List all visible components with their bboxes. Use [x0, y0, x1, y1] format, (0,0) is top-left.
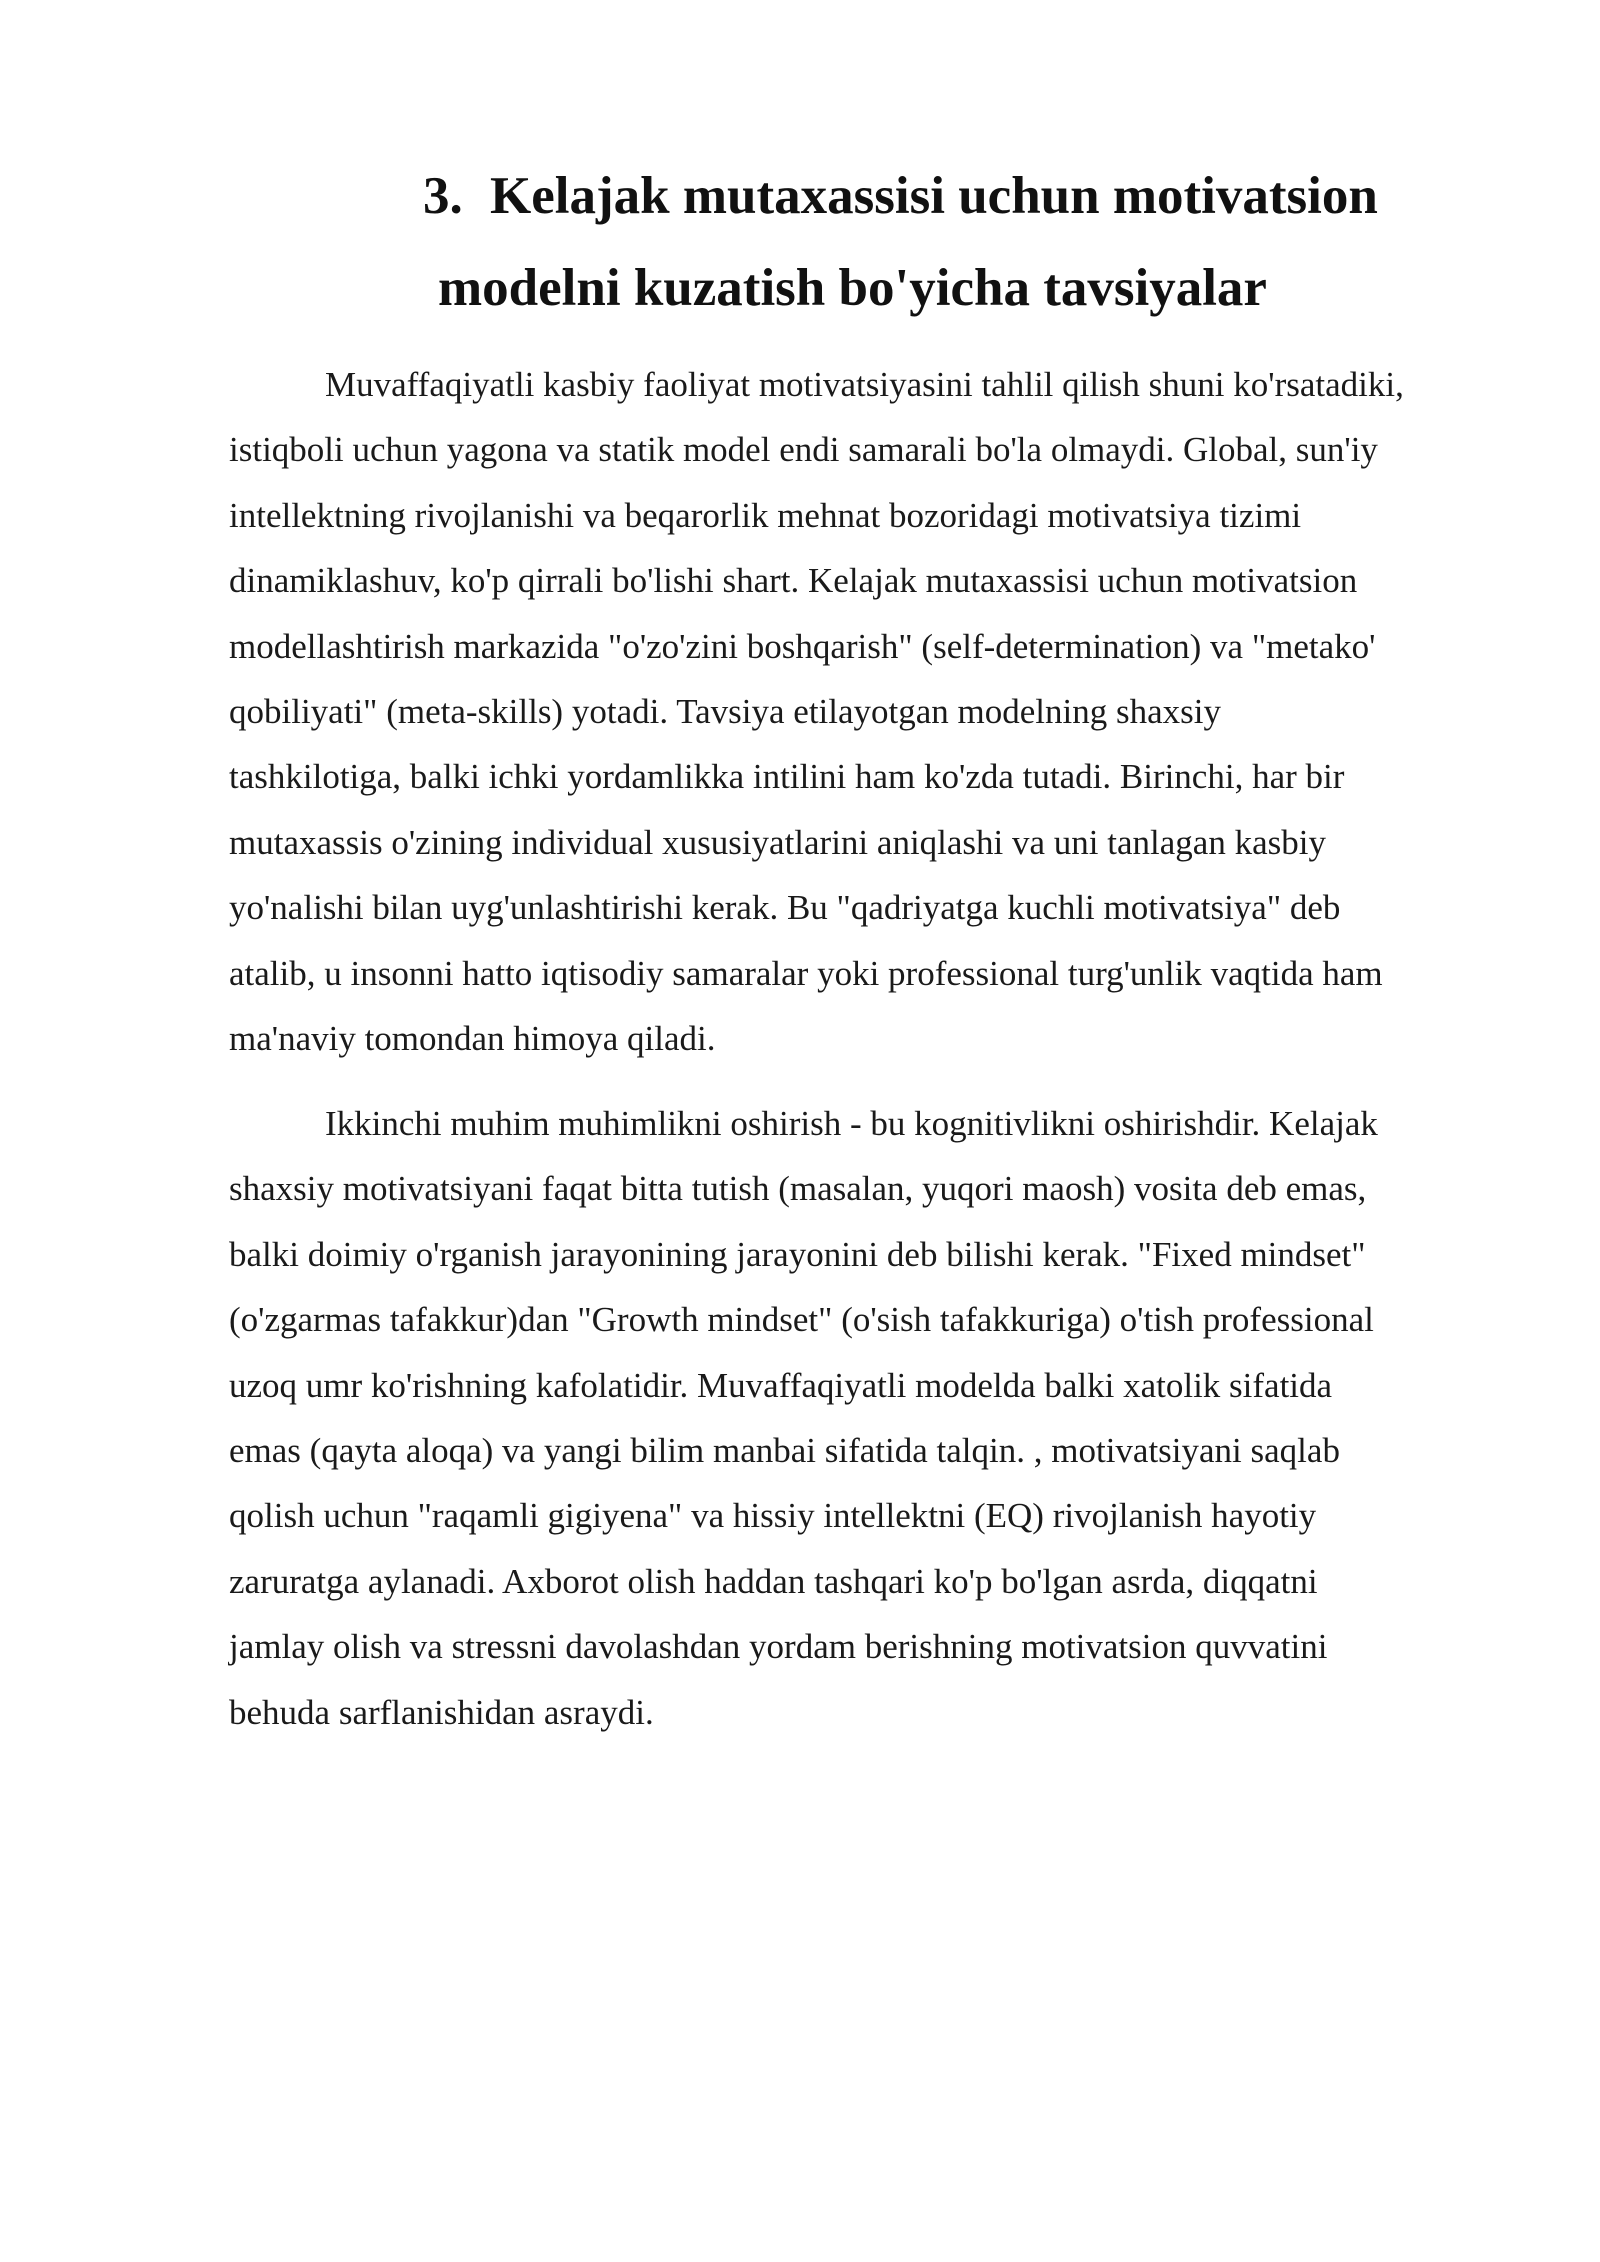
paragraph-line: Muvaffaqiyatli kasbiy faoliyat motivatsiyasini tahlil qilish shuni ko'rsatadiki, [325, 365, 1404, 404]
paragraph-line: uzoq umr ko'rishning kafolatidir. Muvaffaqiyatli modelda balki xatolik sifatida [229, 1365, 1333, 1405]
heading-number: 3. [423, 167, 463, 225]
paragraph-line: emas (qayta aloqa) va yangi bilim manbai sifatida talqin. , motivatsiyani saqlab [229, 1431, 1340, 1471]
paragraph-2 [229, 1091, 1509, 1745]
paragraph-line: qobiliyati" (meta-skills) yotadi. Tavsiya etilayotgan modelning shaxsiy [229, 692, 1221, 732]
paragraph-line: modellashtirish markazida "o'zo'zini boshqarish" (self-determination) va "metako' [229, 626, 1376, 666]
paragraph-1 [229, 352, 1509, 1071]
paragraph-line: ma'naviy tomondan himoya qiladi. [229, 1019, 716, 1059]
paragraph-line: tashkilotiga, balki ichki yordamlikka intilini ham ko'zda tutadi. Birinchi, har bir [229, 757, 1345, 797]
paragraph-line: balki doimiy o'rganish jarayonining jarayonini deb bilishi kerak. "Fixed mindset" [229, 1234, 1366, 1274]
paragraph-line: dinamiklashuv, ko'p qirrali bo'lishi shart. Kelajak mutaxassisi uchun motivatsion [229, 561, 1358, 601]
heading-line-1 [0, 150, 1600, 242]
paragraph-line: yo'nalishi bilan uyg'unlashtirishi kerak. Bu "qadriyatga kuchli motivatsiya" deb [229, 888, 1341, 928]
paragraph-line: zaruratga aylanadi. Axborot olish haddan tashqari ko'p bo'lgan asrda, diqqatni [229, 1561, 1318, 1601]
paragraph-line: shaxsiy motivatsiyani faqat bitta tutish (masalan, yuqori maosh) vosita deb emas, [229, 1169, 1367, 1209]
paragraph-line: intellektning rivojlanishi va beqarorlik mehnat bozoridagi motivatsiya tizimi [229, 495, 1302, 535]
heading-title-line-1: Kelajak mutaxassisi uchun motivatsion [490, 167, 1378, 225]
paragraph-line: (o'zgarmas tafakkur)dan "Growth mindset" (o'sish tafakkuriga) o'tish professional [229, 1300, 1374, 1340]
paragraph-line: istiqboli uchun yagona va statik model endi samarali bo'la olmaydi. Global, sun'iy [229, 430, 1378, 470]
paragraph-line: Ikkinchi muhim muhimlikni oshirish - bu kognitivlikni oshirishdir. Kelajak [325, 1104, 1378, 1143]
paragraph-line: qolish uchun "raqamli gigiyena" va hissiy intellektni (EQ) rivojlanish hayotiy [229, 1496, 1317, 1536]
paragraph-line: jamlay olish va stressni davolashdan yordam berishning motivatsion quvvatini [229, 1627, 1328, 1667]
paragraph-line: mutaxassis o'zining individual xususiyatlarini aniqlashi va uni tanlagan kasbiy [229, 822, 1326, 862]
heading-title-line-2: modelni kuzatish bo'yicha tavsiyalar [438, 259, 1267, 317]
paragraph-line: behuda sarflanishidan asraydi. [229, 1692, 654, 1732]
paragraph-line: atalib, u insonni hatto iqtisodiy samaralar yoki professional turg'unlik vaqtida ham [229, 953, 1383, 993]
section-heading [0, 150, 1600, 334]
